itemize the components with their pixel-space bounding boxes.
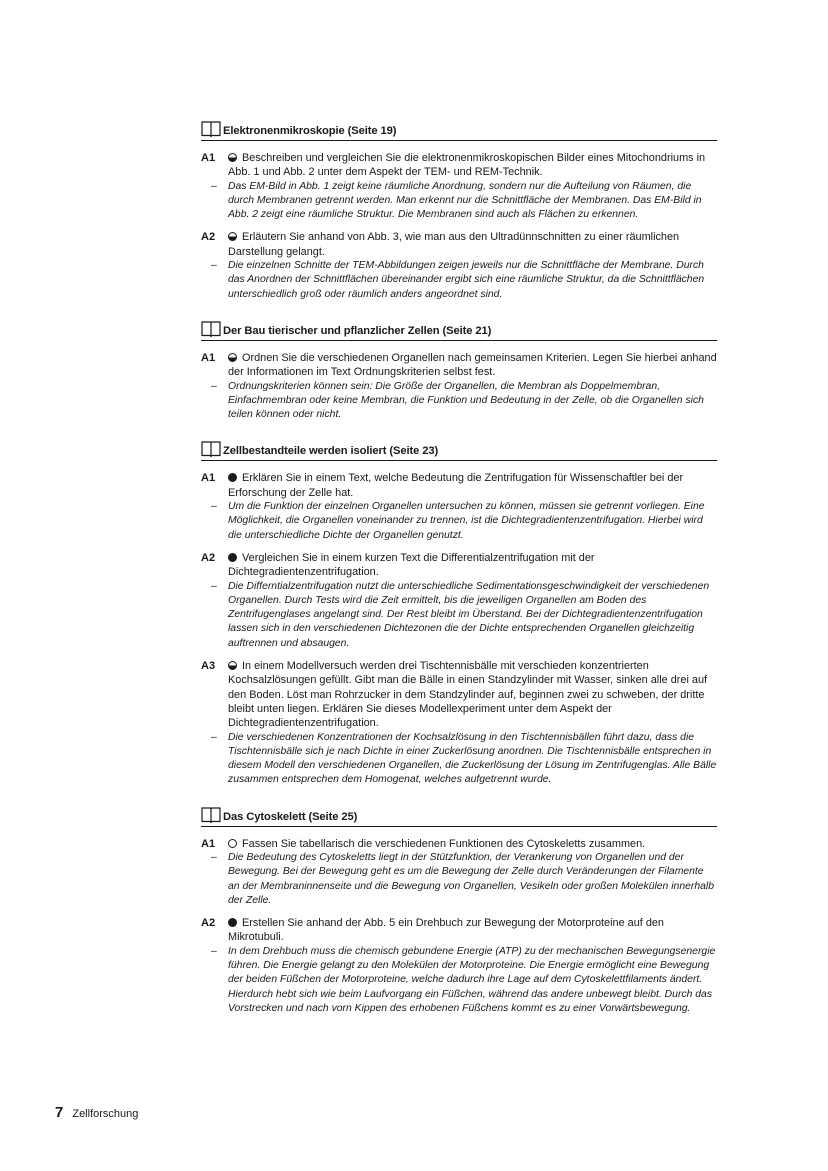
book-icon	[201, 320, 221, 338]
task-answer: Ordnungskriterien können sein: Die Größe der Organellen, die Membran als Doppelmembran, Einfachmembran oder keine Membran, die Funktion und Bedeutung in der Zelle, ob die Organellen sich teilen können oder nicht.	[228, 380, 704, 421]
section-zellbestandteile	[201, 436, 717, 787]
worksheet-page	[201, 116, 717, 1030]
section-cytoskelett	[201, 802, 717, 1017]
page-number: 7	[55, 1104, 64, 1121]
task-number: A1	[201, 351, 216, 364]
page-footer	[55, 1104, 138, 1121]
section-elektronenmikroskopie	[201, 116, 717, 302]
task-question: Erklären Sie in einem Text, welche Bedeutung die Zentrifugation für Wissenschaftler bei der Erforschung der Zelle hat.	[228, 472, 684, 499]
book-icon	[201, 440, 221, 458]
task-number: A1	[201, 837, 216, 850]
task-question: Beschreiben und vergleichen Sie die elektronenmikroskopischen Bilder eines Mitochondriums in Abb. 1 und Abb. 2 unter dem Aspekt der TEM- und REM-Technik.	[228, 152, 706, 179]
task: A1 Fassen Sie tabellarisch die verschiedenen Funktionen des Cytoskeletts zusammen. – Die Bedeutung des Cytoskeletts liegt in der Stützfunktion, der Verankerung von Organellen und der Bewegung. Bei der Bewegung geht es um die Bewegung der Zelle durch Veränderungen der Filamente an der Membraninnenseite und die Bewegung von Organellen, Vesikeln oder großen Molekülen innerhalb der Zelle.	[201, 837, 714, 906]
difficulty-filled-icon	[228, 918, 237, 927]
task: A2 Erstellen Sie anhand der Abb. 5 ein Drehbuch zur Bewegung der Motorproteine auf den Mikrotubuli. – In dem Drehbuch muss die chemisch gebundene Energie (ATP) zu der mechanischen Bewegungsenergie führen. Die Energie gelangt zu den Molekülen der Motorproteine. Die Energie ermöglicht eine Bewegung der beiden Füßchen der Motorproteine, welche dadurch ihre Lage auf dem Cytoskelettfilaments ändert. Hierdurch hebt sich wie beim Laufvorgang ein Füßchen, während das andere unbewegt bleibt. Durch das Vorstrecken und nach vorn Kippen des erhobenen Füßchens kommt es zu einer Vorwärtsbewegung.	[201, 917, 716, 1014]
section-title: Der Bau tierischer und pflanzlicher Zellen (Seite 21)	[223, 324, 492, 337]
task: A2 Vergleichen Sie in einem kurzen Text die Differentialzentrifugation mit der Dichtegradientenzentrifugation. – Die Differntialzentrifugation nutzt die unterschiedliche Sedimentationsgeschwindigkeit der verschiedenen Organellen. Durch Tests wird die Zeit ermittelt, bis die jeweiligen Organellen am Boden des Zentrifugenglases angelangt sind. Der Rest bleibt im Überstand. Bei der Dichtegradientenzentrifugation lassen sich in den verschiedenen Dichtezonen die der Dichte entsprechenden Organellen gleichzeitig auftrennen und absaugen.	[201, 551, 710, 649]
task-number: A3	[201, 660, 216, 673]
section-title: Zellbestandteile werden isoliert (Seite 23)	[223, 445, 439, 458]
task: A2 Erläutern Sie anhand von Abb. 3, wie man aus den Ultradünnschnitten zu einer räumlichen Darstellung gelangt. – Die einzelnen Schnitte der TEM-Abbildungen zeigen jeweils nur die Schnittfläche der Membrane. Durch das Anordnen der Schnittflächen übereinander ergibt sich eine räumliche Struktur, da die Schnittflächen unterschiedlich groß oder räumlich anders angeordnet sind.	[201, 231, 705, 300]
task-question: Erläutern Sie anhand von Abb. 3, wie man aus den Ultradünnschnitten zu einer räumlichen Darstellung gelangt.	[228, 231, 680, 258]
task-answer: In dem Drehbuch muss die chemisch gebundene Energie (ATP) zu der mechanischen Bewegungsenergie führen. Die Energie gelangt zu den Molekülen der Motorproteine. Die Energie ermöglicht eine Bewegung der beiden Füßchen der Motorproteine, welche dadurch ihre Lage auf dem Cytoskelettfilaments ändert. Hierdurch hebt sich wie beim Laufvorgang ein Füßchen, während das andere unbewegt bleibt. Durch das Vorstrecken und nach vorn Kippen des erhobenen Füßchens kommt es zu einer Vorwärtsbewegung.	[228, 945, 716, 1014]
task: A3 In einem Modellversuch werden drei Tischtennisbälle mit verschieden konzentrierten Kochsalzlösungen gefüllt. Gibt man die Bälle in einen Standzylinder mit Wasser, sinken alle drei auf den Boden. Löst man Rohrzucker in dem Standzylinder auf, beginnen zwei zu schweben, der dritte bleibt unten liegen. Erklären Sie dieses Modellexperiment unter dem Aspekt der Dichtegradientenzentrifugation. – Die verschiedenen Konzentrationen der Kochsalzlösung in den Tischtennisbällen führt dazu, dass die Tischtennisbälle sich je nach Dichte in einer Zuckerlösung anordnen. Die Tischtennisbälle entsprechen in diesem Modell den verschiedenen Organellen, die Zuckerlösung der Lösung im Zentrifugenglas. Alle Bälle zusammen entsprechen dem Homogenat, welches aufgetrennt wurde.	[201, 660, 717, 786]
task-question: In einem Modellversuch werden drei Tischtennisbälle mit verschieden konzentrierten Kochsalzlösungen gefüllt. Gibt man die Bälle in einen Standzylinder mit Wasser, sinken alle drei auf den Boden. Löst man Rohrzucker in dem Standzylinder auf, beginnen zwei zu schweben, der dritte bleibt unten liegen. Erklären Sie dieses Modellexperiment unter dem Aspekt der Dichtegradientenzentrifugation.	[228, 660, 708, 730]
book-icon	[201, 120, 221, 138]
task-number: A1	[201, 152, 216, 164]
task-question: Ordnen Sie die verschiedenen Organellen nach gemeinsamen Kriterien. Legen Sie hierbei anhand der Informationen im Text Ordnungskriterien selbst fest.	[228, 351, 717, 379]
task-answer: Um die Funktion der einzelnen Organellen untersuchen zu können, müssen sie getrennt vorliegen. Eine Möglichkeit, die Organellen voneinander zu trennen, ist die Dichtegradientenzentrifugation. Hierbei wird die unterschiedliche Dichte der Organellen genutzt.	[228, 501, 705, 541]
book-icon	[201, 806, 221, 824]
task: A1 Erklären Sie in einem Text, welche Bedeutung die Zentrifugation für Wissenschaftler bei der Erforschung der Zelle hat. – Um die Funktion der einzelnen Organellen untersuchen zu können, müssen sie getrennt vorliegen. Eine Möglichkeit, die Organellen voneinander zu trennen, ist die Dichtegradientenzentrifugation. Hierbei wird die unterschiedliche Dichte der Organellen genutzt.	[201, 472, 705, 541]
task-question: Erstellen Sie anhand der Abb. 5 ein Drehbuch zur Bewegung der Motorproteine auf den Mikrotubuli.	[228, 917, 664, 944]
task-answer: Die Bedeutung des Cytoskeletts liegt in der Stützfunktion, der Verankerung von Organellen und der Bewegung. Bei der Bewegung geht es um die Bewegung der Zelle durch Veränderungen der Filamente an der Membraninnenseite und die Bewegung von Organellen, Vesikeln oder großen Molekülen innerhalb der Zelle.	[228, 851, 714, 906]
section-bau-zellen	[201, 316, 717, 422]
section-header	[201, 802, 717, 827]
difficulty-filled-icon	[228, 473, 237, 482]
task: A1 Beschreiben und vergleichen Sie die elektronenmikroskopischen Bilder eines Mitochondriums in Abb. 1 und Abb. 2 unter dem Aspekt der TEM- und REM-Technik. – Das EM-Bild in Abb. 1 zeigt keine räumliche Anordnung, sondern nur die Aufteilung von Räumen, die durch Membranen getrennt werden. Man erkennt nur die Schnittfläche der Membranen. Das EM-Bild in Abb. 2 zeigt eine räumliche Struktur. Die Membranen sind auch als Flächen zu erkennen.	[201, 152, 706, 221]
task-number: A1	[201, 472, 216, 485]
difficulty-empty-icon	[228, 839, 237, 848]
difficulty-filled-icon	[228, 553, 237, 562]
task-question: Fassen Sie tabellarisch die verschiedenen Funktionen des Cytoskeletts zusammen.	[242, 837, 646, 850]
difficulty-half-icon	[228, 153, 237, 162]
task-number: A2	[201, 231, 216, 244]
section-header	[201, 316, 717, 341]
task-answer: Die Differntialzentrifugation nutzt die unterschiedliche Sedimentationsgeschwindigkeit der verschiedenen Organellen. Durch Tests wird die Zeit ermittelt, bis die jeweiligen Organellen am Boden des Zentrifugenglases angelangt sind. Der Rest bleibt im Überstand. Bei der Dichtegradientenzentrifugation lassen sich in den verschiedenen Dichtezonen die der Dichte entsprechenden Organellen gleichzeitig auftrennen und absaugen.	[228, 580, 710, 649]
section-title: Das Cytoskelett (Seite 25)	[223, 810, 358, 823]
task-number: A2	[201, 551, 216, 564]
section-title: Elektronenmikroskopie (Seite 19)	[223, 125, 397, 137]
task-question: Vergleichen Sie in einem kurzen Text die Differentialzentrifugation mit der Dichtegradientenzentrifugation.	[228, 551, 595, 579]
task-answer: Die einzelnen Schnitte der TEM-Abbildungen zeigen jeweils nur die Schnittfläche der Membrane. Durch das Anordnen der Schnittflächen übereinander ergibt sich eine räumliche Struktur, da die Schnittflächen unterschiedlich groß oder räumlich anders angeordnet sind.	[228, 260, 705, 300]
section-header	[201, 116, 717, 141]
task-answer: Das EM-Bild in Abb. 1 zeigt keine räumliche Anordnung, sondern nur die Aufteilung von Räumen, die durch Membranen getrennt werden. Man erkennt nur die Schnittfläche der Membranen. Das EM-Bild in Abb. 2 zeigt eine räumliche Struktur. Die Membranen sind auch als Flächen zu erkennen.	[228, 180, 702, 221]
section-header	[201, 436, 717, 461]
difficulty-half-icon	[228, 661, 237, 670]
task-answer: Die verschiedenen Konzentrationen der Kochsalzlösung in den Tischtennisbällen führt dazu, dass die Tischtennisbälle sich je nach Dichte in einer Zuckerlösung anordnen. Die Tischtennisbälle entsprechen in diesem Modell den verschiedenen Organellen, die Zuckerlösung der Lösung im Zentrifugenglas. Alle Bälle zusammen entsprechen dem Homogenat, welches aufgetrennt wurde.	[228, 731, 717, 786]
chapter-name: Zellforschung	[72, 1108, 139, 1120]
difficulty-half-icon	[228, 353, 237, 362]
task-number: A2	[201, 917, 216, 930]
difficulty-half-icon	[228, 232, 237, 241]
task: A1 Ordnen Sie die verschiedenen Organellen nach gemeinsamen Kriterien. Legen Sie hierbei anhand der Informationen im Text Ordnungskriterien selbst fest. – Ordnungskriterien können sein: Die Größe der Organellen, die Membran als Doppelmembran, Einfachmembran oder keine Membran, die Funktion und Bedeutung in der Zelle, ob die Organellen sich teilen können oder nicht.	[201, 351, 717, 421]
